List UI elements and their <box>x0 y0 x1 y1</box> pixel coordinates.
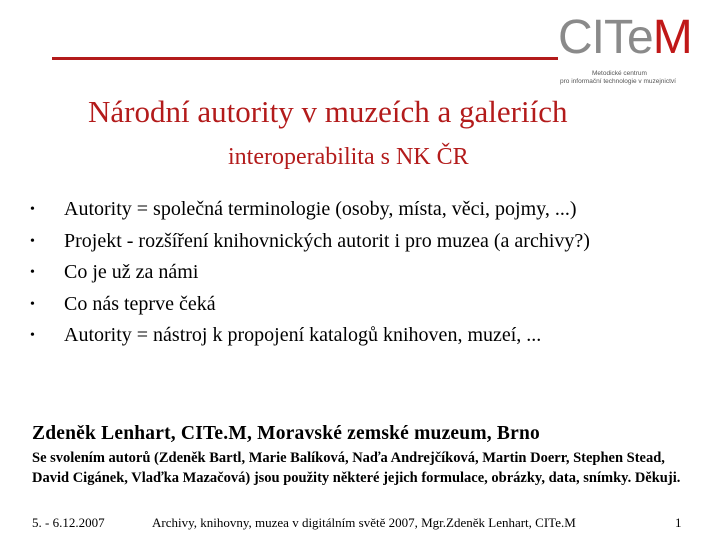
slide-title: Národní autority v muzeích a galeriích <box>88 94 568 129</box>
footer-date: 5. - 6.12.2007 <box>32 515 105 530</box>
bullet-list <box>30 194 590 352</box>
consent-note: Se svolením autorů (Zdeněk Bartl, Marie Balíková, Naďa Andrejčíková, Martin Doerr, Stephen Stead, David Cigánek, Vlaďka Mazačová) jsou použity některé jejich formulace, obrázky, data, snímky. Děkuji. <box>32 450 681 486</box>
slide-subtitle: interoperabilita s NK ČR <box>228 144 469 170</box>
bullet-item <box>30 194 590 226</box>
bullet-text: Co je už za námi <box>64 261 199 283</box>
footer-page-number: 1 <box>675 515 682 530</box>
bullet-icon: • <box>30 296 35 312</box>
bullet-icon: • <box>30 202 35 217</box>
footer-event: Archivy, knihovny, muzea v digitálním světě 2007, Mgr.Zdeněk Lenhart, CITe.M <box>152 515 576 530</box>
bullet-icon: • <box>30 265 35 280</box>
bullet-icon: • <box>30 328 35 343</box>
bullet-icon: • <box>30 233 35 249</box>
logo-mark-red: M <box>652 11 692 64</box>
bullet-item <box>30 257 590 289</box>
logo-subtitle-line1: Metodické centrum <box>592 70 647 77</box>
logo-subtitle-line2: pro informační technologie v muzejnictví <box>560 78 676 85</box>
bullet-item <box>30 226 590 258</box>
citem-logo <box>558 11 708 85</box>
logo-mark <box>558 12 692 64</box>
bullet-item <box>30 289 590 321</box>
bullet-text: Projekt - rozšíření knihovnických autorit i pro muzea (a archivy?) <box>64 229 590 252</box>
bullet-text: Autority = nástroj k propojení katalogů knihoven, muzeí, ... <box>64 324 542 346</box>
bullet-text: Autority = společná terminologie (osoby, místa, věci, pojmy, ...) <box>64 198 577 220</box>
bullet-text: Co nás teprve čeká <box>64 292 216 315</box>
bullet-item <box>30 320 590 352</box>
header-rule <box>52 57 558 60</box>
logo-mark-gray: CITe <box>558 11 653 64</box>
author-line: Zdeněk Lenhart, CITe.M, Moravské zemské muzeum, Brno <box>32 423 540 444</box>
